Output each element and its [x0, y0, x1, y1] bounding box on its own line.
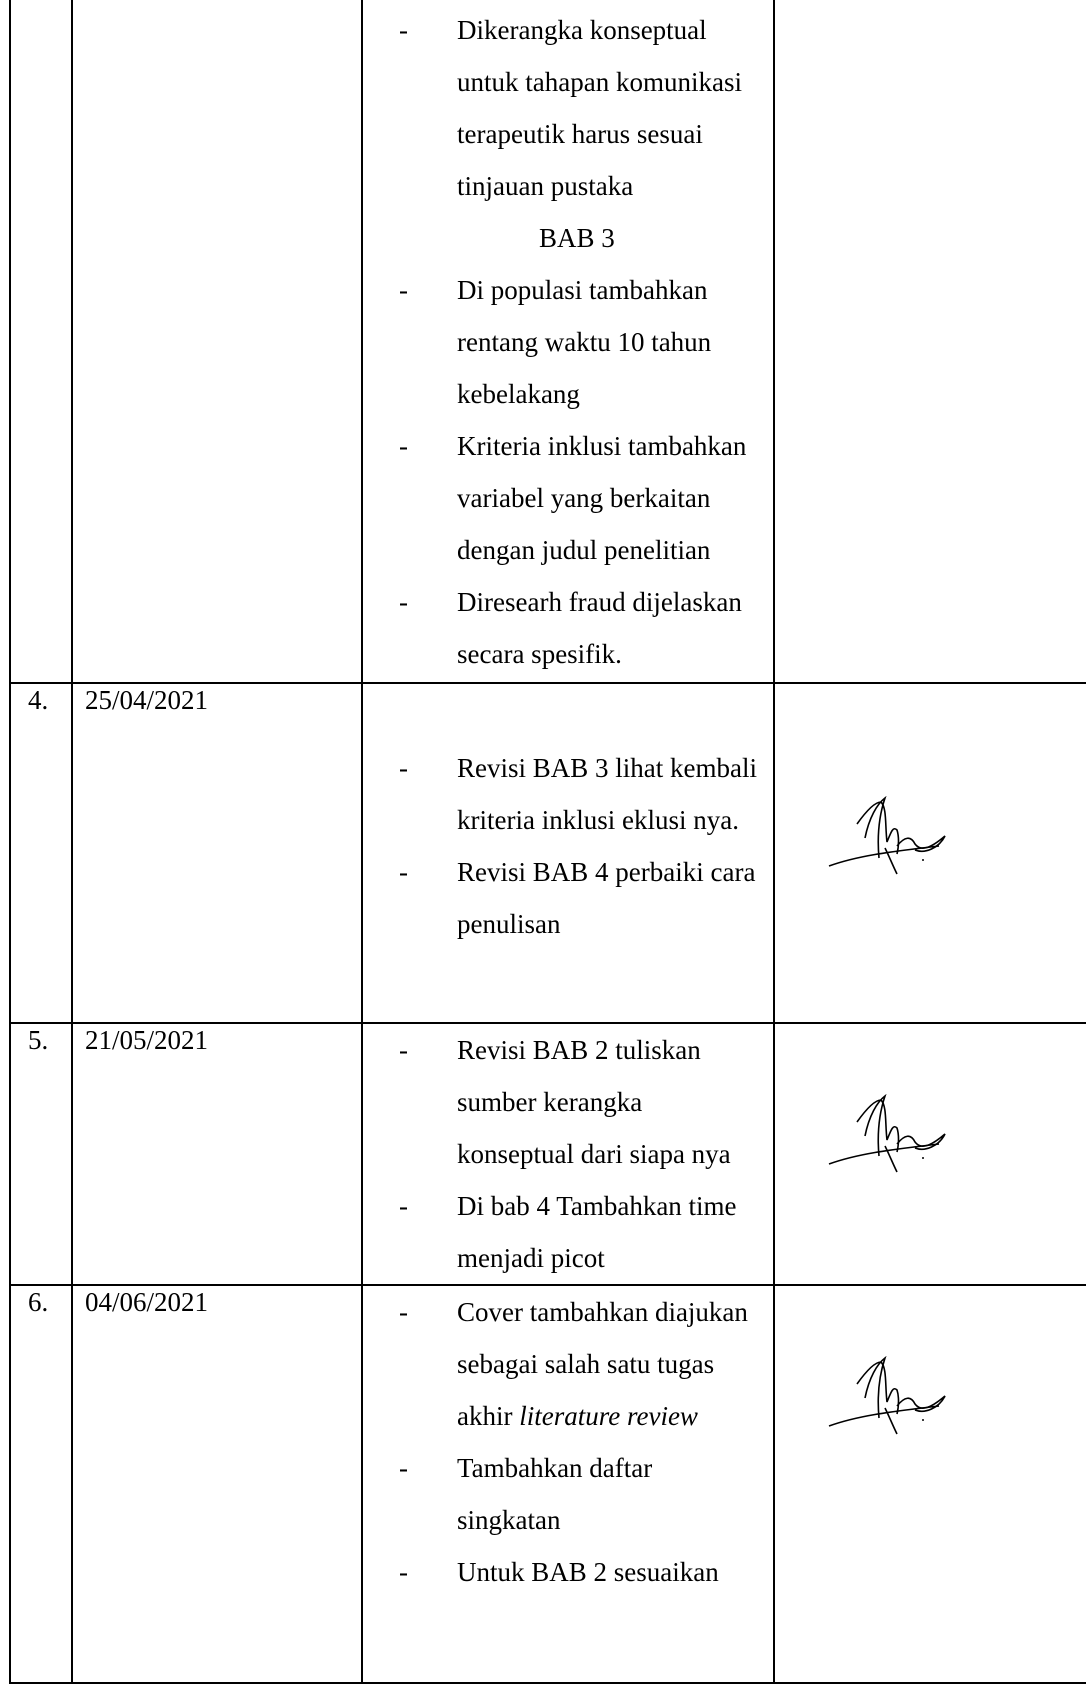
- list-item: - Revisi BAB 2 tuliskan sumber kerangka konseptual dari siapa nya: [399, 1024, 802, 1180]
- handwritten-signature-icon: [827, 1356, 1086, 1453]
- bullet-dash: -: [399, 15, 408, 45]
- bullet-dash: -: [399, 1191, 408, 1221]
- signature-cell: [774, 0, 1086, 683]
- bullet-dash: -: [399, 1557, 408, 1587]
- handwritten-signature-icon: [827, 796, 1086, 893]
- list-item: - Tambahkan daftar singkatan: [399, 1442, 802, 1546]
- bullet-dash: -: [399, 1453, 408, 1483]
- table-row: [10, 0, 1086, 683]
- list-item: - Revisi BAB 4 perbaiki cara penulisan: [399, 846, 802, 950]
- bullet-dash: -: [399, 1035, 408, 1065]
- list-item: - Dikerangka konseptual untuk tahapan komunikasi terapeutik harus sesuai tinjauan pustaka: [399, 4, 802, 212]
- handwritten-signature-icon: [827, 1094, 1086, 1191]
- list-item: - Diresearh fraud dijelaskan secara spesifik.: [399, 576, 802, 680]
- bullet-dash: -: [399, 431, 408, 461]
- row-date: 21/05/2021: [72, 1023, 362, 1285]
- bullet-dash: -: [399, 275, 408, 305]
- list-item: - Di populasi tambahkan rentang waktu 10 tahun kebelakang: [399, 264, 802, 420]
- revision-notes: [362, 683, 774, 1023]
- section-heading: BAB 3: [539, 223, 615, 253]
- row-number: 4.: [10, 683, 72, 1023]
- list-item: - Di bab 4 Tambahkan time menjadi picot: [399, 1180, 802, 1284]
- list-item: - Kriteria inklusi tambahkan variabel yang berkaitan dengan judul penelitian: [399, 420, 802, 576]
- row-number: 5.: [10, 1023, 72, 1285]
- signature-cell: [774, 1285, 1086, 1683]
- row-date: 04/06/2021: [72, 1285, 362, 1683]
- row-number: [10, 0, 72, 683]
- table-row: [10, 1023, 1086, 1285]
- table-row: [10, 683, 1086, 1023]
- bullet-dash: -: [399, 1297, 408, 1327]
- list-item: - Cover tambahkan diajukan sebagai salah satu tugas akhir literature review: [399, 1286, 802, 1442]
- signature-cell: [774, 1023, 1086, 1285]
- table-row: [10, 1285, 1086, 1683]
- row-number: 6.: [10, 1285, 72, 1683]
- bullet-dash: -: [399, 857, 408, 887]
- list-item: - Untuk BAB 2 sesuaikan: [399, 1546, 802, 1598]
- revision-notes: [362, 1285, 774, 1683]
- revision-notes: [362, 1023, 774, 1285]
- row-date: 25/04/2021: [72, 683, 362, 1023]
- list-item: - Revisi BAB 3 lihat kembali kriteria inklusi eklusi nya.: [399, 742, 802, 846]
- bullet-dash: -: [399, 753, 408, 783]
- bullet-dash: -: [399, 587, 408, 617]
- consultation-table: [9, 0, 1086, 1684]
- signature-cell: [774, 683, 1086, 1023]
- revision-notes: [362, 0, 774, 683]
- row-date: [72, 0, 362, 683]
